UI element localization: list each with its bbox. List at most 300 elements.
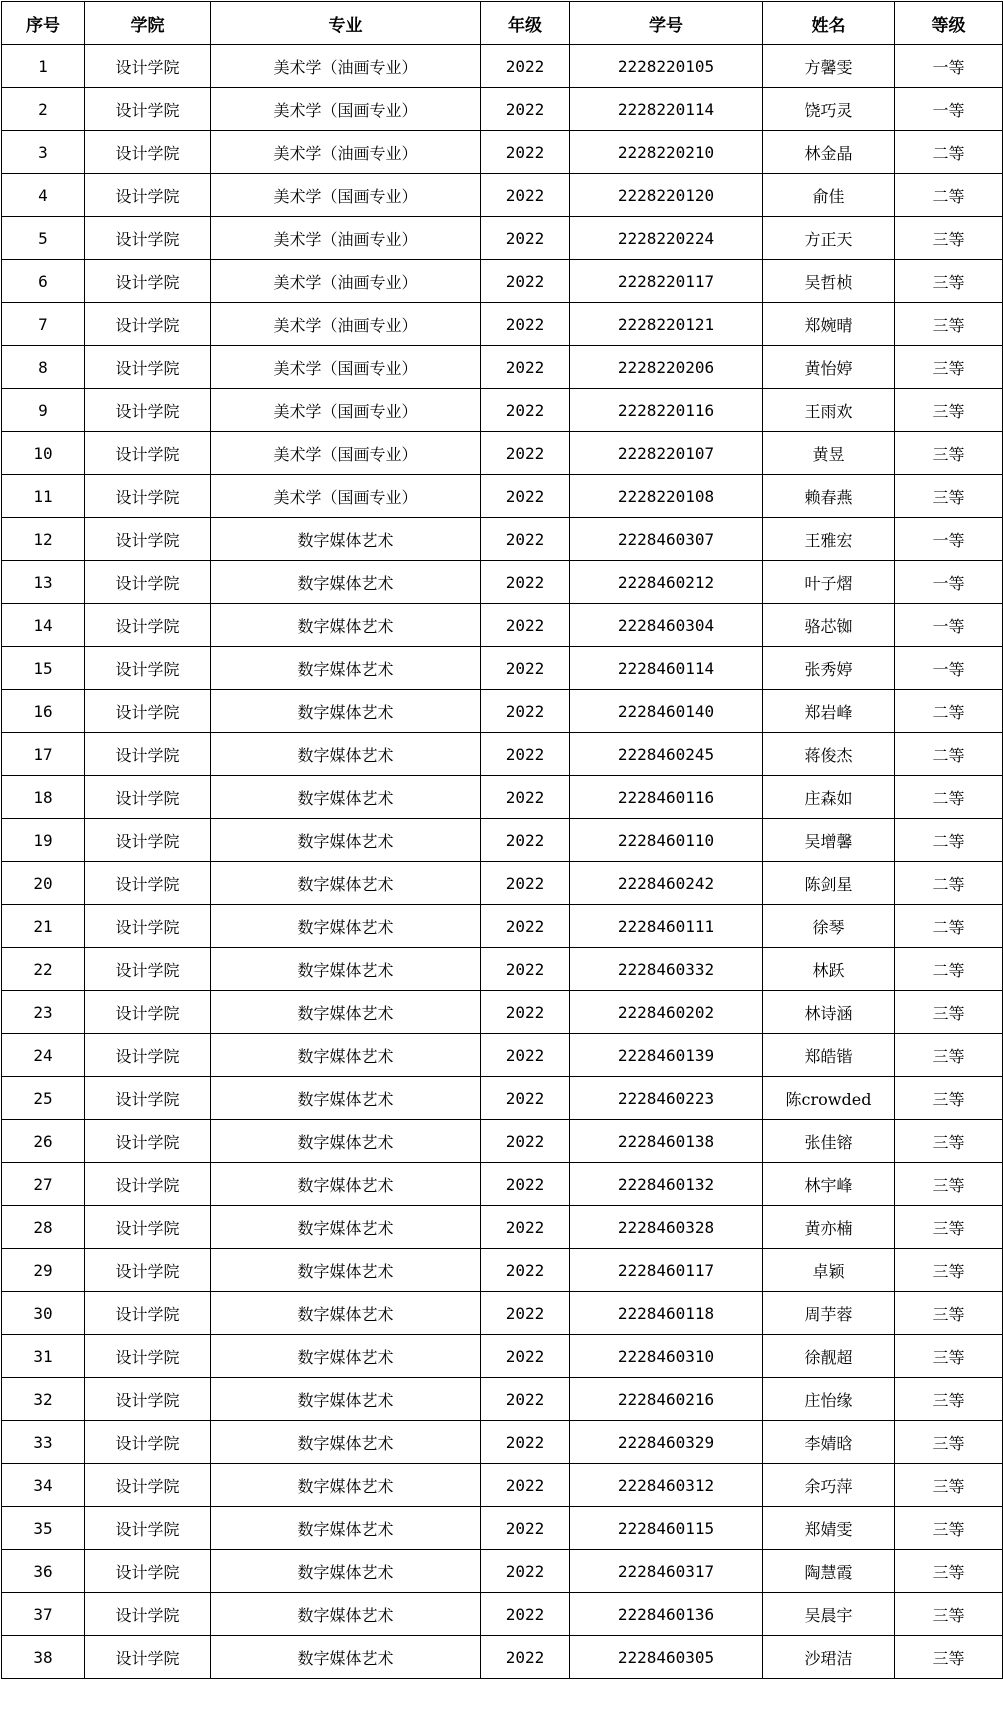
table-row <box>2 1292 1003 1335</box>
cell-grade-year: 2022 <box>481 1550 570 1593</box>
table-row <box>2 862 1003 905</box>
cell-name: 郑婉晴 <box>763 303 895 346</box>
cell-index: 22 <box>2 948 85 991</box>
table-row <box>2 1636 1003 1679</box>
cell-student-id: 2228460328 <box>570 1206 763 1249</box>
cell-major: 数字媒体艺术 <box>211 776 481 819</box>
cell-student-id: 2228460245 <box>570 733 763 776</box>
cell-grade-year: 2022 <box>481 1163 570 1206</box>
cell-name: 吴哲桢 <box>763 260 895 303</box>
cell-grade-year: 2022 <box>481 991 570 1034</box>
table-row <box>2 1249 1003 1292</box>
cell-name: 张秀婷 <box>763 647 895 690</box>
cell-student-id: 2228460136 <box>570 1593 763 1636</box>
cell-major: 数字媒体艺术 <box>211 1292 481 1335</box>
cell-grade-year: 2022 <box>481 131 570 174</box>
cell-college: 设计学院 <box>85 604 211 647</box>
cell-award-level: 一等 <box>895 647 1003 690</box>
cell-grade-year: 2022 <box>481 1120 570 1163</box>
cell-grade-year: 2022 <box>481 1593 570 1636</box>
cell-name: 徐靓超 <box>763 1335 895 1378</box>
cell-major: 数字媒体艺术 <box>211 1120 481 1163</box>
header-student-id: 学号 <box>570 2 763 45</box>
cell-major: 数字媒体艺术 <box>211 1421 481 1464</box>
cell-major: 数字媒体艺术 <box>211 1249 481 1292</box>
cell-name: 吴增馨 <box>763 819 895 862</box>
cell-name: 吴晨宇 <box>763 1593 895 1636</box>
cell-student-id: 2228460114 <box>570 647 763 690</box>
cell-award-level: 三等 <box>895 1249 1003 1292</box>
cell-major: 美术学（油画专业） <box>211 131 481 174</box>
cell-index: 17 <box>2 733 85 776</box>
cell-award-level: 三等 <box>895 217 1003 260</box>
header-index: 序号 <box>2 2 85 45</box>
cell-student-id: 2228460332 <box>570 948 763 991</box>
cell-grade-year: 2022 <box>481 1077 570 1120</box>
cell-index: 29 <box>2 1249 85 1292</box>
cell-college: 设计学院 <box>85 1550 211 1593</box>
cell-student-id: 2228460329 <box>570 1421 763 1464</box>
cell-name: 蒋俊杰 <box>763 733 895 776</box>
cell-college: 设计学院 <box>85 905 211 948</box>
cell-index: 13 <box>2 561 85 604</box>
cell-index: 24 <box>2 1034 85 1077</box>
cell-index: 20 <box>2 862 85 905</box>
cell-major: 美术学（国画专业） <box>211 88 481 131</box>
table-row <box>2 948 1003 991</box>
table-row <box>2 1335 1003 1378</box>
cell-award-level: 三等 <box>895 346 1003 389</box>
cell-grade-year: 2022 <box>481 174 570 217</box>
cell-college: 设计学院 <box>85 1249 211 1292</box>
cell-grade-year: 2022 <box>481 88 570 131</box>
cell-student-id: 2228220206 <box>570 346 763 389</box>
cell-student-id: 2228460140 <box>570 690 763 733</box>
cell-college: 设计学院 <box>85 819 211 862</box>
cell-grade-year: 2022 <box>481 604 570 647</box>
cell-major: 美术学（油画专业） <box>211 303 481 346</box>
cell-index: 25 <box>2 1077 85 1120</box>
cell-major: 数字媒体艺术 <box>211 991 481 1034</box>
cell-index: 2 <box>2 88 85 131</box>
cell-index: 27 <box>2 1163 85 1206</box>
header-grade-year: 年级 <box>481 2 570 45</box>
cell-award-level: 一等 <box>895 45 1003 88</box>
cell-student-id: 2228460310 <box>570 1335 763 1378</box>
table-row <box>2 518 1003 561</box>
cell-student-id: 2228220210 <box>570 131 763 174</box>
cell-student-id: 2228220107 <box>570 432 763 475</box>
cell-grade-year: 2022 <box>481 733 570 776</box>
cell-name: 陈剑星 <box>763 862 895 905</box>
table-row <box>2 647 1003 690</box>
cell-name: 林金晶 <box>763 131 895 174</box>
cell-name: 余巧萍 <box>763 1464 895 1507</box>
cell-name: 庄怡缘 <box>763 1378 895 1421</box>
cell-major: 数字媒体艺术 <box>211 948 481 991</box>
cell-index: 30 <box>2 1292 85 1335</box>
cell-name: 林诗涵 <box>763 991 895 1034</box>
cell-award-level: 三等 <box>895 1421 1003 1464</box>
cell-college: 设计学院 <box>85 1593 211 1636</box>
cell-college: 设计学院 <box>85 389 211 432</box>
cell-student-id: 2228220108 <box>570 475 763 518</box>
cell-award-level: 二等 <box>895 819 1003 862</box>
cell-name: 黄昱 <box>763 432 895 475</box>
cell-grade-year: 2022 <box>481 1292 570 1335</box>
cell-college: 设计学院 <box>85 1034 211 1077</box>
cell-name: 陈crowded <box>763 1077 895 1120</box>
cell-name: 叶子熠 <box>763 561 895 604</box>
table-row <box>2 1077 1003 1120</box>
cell-grade-year: 2022 <box>481 1206 570 1249</box>
cell-index: 31 <box>2 1335 85 1378</box>
cell-student-id: 2228460139 <box>570 1034 763 1077</box>
cell-college: 设计学院 <box>85 1120 211 1163</box>
cell-award-level: 三等 <box>895 1464 1003 1507</box>
cell-student-id: 2228460242 <box>570 862 763 905</box>
cell-award-level: 三等 <box>895 1335 1003 1378</box>
cell-index: 32 <box>2 1378 85 1421</box>
cell-student-id: 2228460117 <box>570 1249 763 1292</box>
cell-major: 数字媒体艺术 <box>211 1335 481 1378</box>
cell-student-id: 2228460118 <box>570 1292 763 1335</box>
cell-award-level: 三等 <box>895 303 1003 346</box>
cell-student-id: 2228460305 <box>570 1636 763 1679</box>
table-row <box>2 1163 1003 1206</box>
cell-index: 19 <box>2 819 85 862</box>
cell-major: 数字媒体艺术 <box>211 604 481 647</box>
cell-grade-year: 2022 <box>481 1034 570 1077</box>
cell-student-id: 2228460212 <box>570 561 763 604</box>
cell-index: 9 <box>2 389 85 432</box>
cell-award-level: 一等 <box>895 604 1003 647</box>
cell-award-level: 三等 <box>895 1034 1003 1077</box>
table-row <box>2 776 1003 819</box>
cell-student-id: 2228220105 <box>570 45 763 88</box>
cell-major: 美术学（国画专业） <box>211 346 481 389</box>
cell-major: 数字媒体艺术 <box>211 862 481 905</box>
cell-grade-year: 2022 <box>481 217 570 260</box>
cell-student-id: 2228460110 <box>570 819 763 862</box>
cell-student-id: 2228220121 <box>570 303 763 346</box>
award-list-table <box>1 1 1003 1679</box>
cell-college: 设计学院 <box>85 346 211 389</box>
cell-award-level: 三等 <box>895 432 1003 475</box>
cell-student-id: 2228460216 <box>570 1378 763 1421</box>
cell-student-id: 2228460317 <box>570 1550 763 1593</box>
cell-major: 数字媒体艺术 <box>211 1507 481 1550</box>
cell-index: 38 <box>2 1636 85 1679</box>
table-row <box>2 1550 1003 1593</box>
table-row <box>2 819 1003 862</box>
cell-name: 王雅宏 <box>763 518 895 561</box>
cell-major: 数字媒体艺术 <box>211 1206 481 1249</box>
cell-index: 15 <box>2 647 85 690</box>
cell-grade-year: 2022 <box>481 1507 570 1550</box>
cell-grade-year: 2022 <box>481 948 570 991</box>
cell-college: 设计学院 <box>85 88 211 131</box>
cell-award-level: 二等 <box>895 733 1003 776</box>
table-row <box>2 733 1003 776</box>
cell-student-id: 2228460115 <box>570 1507 763 1550</box>
cell-college: 设计学院 <box>85 303 211 346</box>
table-row <box>2 303 1003 346</box>
cell-college: 设计学院 <box>85 45 211 88</box>
cell-award-level: 三等 <box>895 1507 1003 1550</box>
cell-grade-year: 2022 <box>481 1636 570 1679</box>
cell-student-id: 2228460138 <box>570 1120 763 1163</box>
cell-college: 设计学院 <box>85 1163 211 1206</box>
cell-major: 数字媒体艺术 <box>211 819 481 862</box>
cell-index: 18 <box>2 776 85 819</box>
cell-name: 俞佳 <box>763 174 895 217</box>
cell-award-level: 二等 <box>895 776 1003 819</box>
cell-major: 美术学（油画专业） <box>211 260 481 303</box>
cell-grade-year: 2022 <box>481 303 570 346</box>
cell-index: 28 <box>2 1206 85 1249</box>
cell-student-id: 2228220114 <box>570 88 763 131</box>
table-row <box>2 260 1003 303</box>
cell-name: 林宇峰 <box>763 1163 895 1206</box>
cell-college: 设计学院 <box>85 518 211 561</box>
cell-index: 35 <box>2 1507 85 1550</box>
table-row <box>2 174 1003 217</box>
cell-major: 数字媒体艺术 <box>211 1163 481 1206</box>
cell-name: 王雨欢 <box>763 389 895 432</box>
cell-college: 设计学院 <box>85 1335 211 1378</box>
cell-student-id: 2228220224 <box>570 217 763 260</box>
table-row <box>2 690 1003 733</box>
cell-student-id: 2228460223 <box>570 1077 763 1120</box>
table-row <box>2 432 1003 475</box>
table-row <box>2 1034 1003 1077</box>
cell-college: 设计学院 <box>85 1206 211 1249</box>
cell-award-level: 三等 <box>895 1593 1003 1636</box>
cell-college: 设计学院 <box>85 1464 211 1507</box>
cell-grade-year: 2022 <box>481 905 570 948</box>
cell-major: 美术学（油画专业） <box>211 45 481 88</box>
table-row <box>2 389 1003 432</box>
table-row <box>2 561 1003 604</box>
cell-college: 设计学院 <box>85 647 211 690</box>
cell-award-level: 三等 <box>895 260 1003 303</box>
cell-student-id: 2228460307 <box>570 518 763 561</box>
cell-award-level: 二等 <box>895 948 1003 991</box>
table-row <box>2 1378 1003 1421</box>
cell-student-id: 2228460116 <box>570 776 763 819</box>
cell-name: 方正天 <box>763 217 895 260</box>
table-row <box>2 131 1003 174</box>
cell-award-level: 三等 <box>895 1077 1003 1120</box>
cell-index: 3 <box>2 131 85 174</box>
cell-major: 数字媒体艺术 <box>211 647 481 690</box>
table-row <box>2 604 1003 647</box>
cell-grade-year: 2022 <box>481 647 570 690</box>
table-row <box>2 217 1003 260</box>
cell-grade-year: 2022 <box>481 1421 570 1464</box>
cell-college: 设计学院 <box>85 432 211 475</box>
cell-college: 设计学院 <box>85 733 211 776</box>
header-award-level: 等级 <box>895 2 1003 45</box>
cell-college: 设计学院 <box>85 1507 211 1550</box>
cell-major: 数字媒体艺术 <box>211 1550 481 1593</box>
cell-college: 设计学院 <box>85 776 211 819</box>
header-major: 专业 <box>211 2 481 45</box>
cell-grade-year: 2022 <box>481 475 570 518</box>
cell-index: 34 <box>2 1464 85 1507</box>
cell-award-level: 三等 <box>895 1163 1003 1206</box>
cell-index: 23 <box>2 991 85 1034</box>
cell-student-id: 2228460132 <box>570 1163 763 1206</box>
cell-name: 黄怡婷 <box>763 346 895 389</box>
cell-name: 黄亦楠 <box>763 1206 895 1249</box>
cell-college: 设计学院 <box>85 174 211 217</box>
header-college: 学院 <box>85 2 211 45</box>
cell-name: 庄森如 <box>763 776 895 819</box>
cell-college: 设计学院 <box>85 690 211 733</box>
cell-award-level: 二等 <box>895 174 1003 217</box>
cell-student-id: 2228460111 <box>570 905 763 948</box>
cell-major: 美术学（国画专业） <box>211 389 481 432</box>
cell-college: 设计学院 <box>85 948 211 991</box>
cell-name: 周芋蓉 <box>763 1292 895 1335</box>
cell-award-level: 二等 <box>895 905 1003 948</box>
cell-name: 方馨雯 <box>763 45 895 88</box>
cell-college: 设计学院 <box>85 862 211 905</box>
cell-college: 设计学院 <box>85 1292 211 1335</box>
cell-college: 设计学院 <box>85 561 211 604</box>
cell-college: 设计学院 <box>85 1077 211 1120</box>
cell-grade-year: 2022 <box>481 862 570 905</box>
cell-award-level: 三等 <box>895 991 1003 1034</box>
table-row <box>2 991 1003 1034</box>
cell-name: 张佳镕 <box>763 1120 895 1163</box>
header-name: 姓名 <box>763 2 895 45</box>
cell-index: 10 <box>2 432 85 475</box>
cell-award-level: 一等 <box>895 518 1003 561</box>
cell-grade-year: 2022 <box>481 389 570 432</box>
cell-college: 设计学院 <box>85 131 211 174</box>
cell-index: 33 <box>2 1421 85 1464</box>
table-header-row <box>2 2 1003 45</box>
table-body <box>2 45 1003 1679</box>
cell-index: 26 <box>2 1120 85 1163</box>
cell-name: 饶巧灵 <box>763 88 895 131</box>
cell-index: 37 <box>2 1593 85 1636</box>
cell-grade-year: 2022 <box>481 432 570 475</box>
cell-name: 郑婧雯 <box>763 1507 895 1550</box>
cell-major: 数字媒体艺术 <box>211 905 481 948</box>
cell-major: 数字媒体艺术 <box>211 690 481 733</box>
cell-grade-year: 2022 <box>481 1378 570 1421</box>
cell-college: 设计学院 <box>85 991 211 1034</box>
cell-major: 数字媒体艺术 <box>211 1464 481 1507</box>
cell-student-id: 2228220120 <box>570 174 763 217</box>
cell-grade-year: 2022 <box>481 561 570 604</box>
cell-college: 设计学院 <box>85 475 211 518</box>
cell-name: 赖春燕 <box>763 475 895 518</box>
cell-name: 郑岩峰 <box>763 690 895 733</box>
cell-grade-year: 2022 <box>481 776 570 819</box>
table-row <box>2 1464 1003 1507</box>
cell-index: 1 <box>2 45 85 88</box>
cell-name: 骆芯铷 <box>763 604 895 647</box>
cell-award-level: 三等 <box>895 1292 1003 1335</box>
cell-major: 美术学（国画专业） <box>211 174 481 217</box>
cell-award-level: 三等 <box>895 475 1003 518</box>
table-row <box>2 45 1003 88</box>
cell-index: 8 <box>2 346 85 389</box>
cell-major: 数字媒体艺术 <box>211 518 481 561</box>
cell-index: 21 <box>2 905 85 948</box>
cell-award-level: 三等 <box>895 1206 1003 1249</box>
cell-college: 设计学院 <box>85 217 211 260</box>
cell-index: 36 <box>2 1550 85 1593</box>
cell-name: 林跃 <box>763 948 895 991</box>
cell-major: 美术学（国画专业） <box>211 432 481 475</box>
cell-grade-year: 2022 <box>481 45 570 88</box>
cell-student-id: 2228220116 <box>570 389 763 432</box>
cell-name: 陶慧霞 <box>763 1550 895 1593</box>
cell-award-level: 二等 <box>895 690 1003 733</box>
cell-major: 数字媒体艺术 <box>211 1636 481 1679</box>
cell-index: 16 <box>2 690 85 733</box>
cell-name: 徐琴 <box>763 905 895 948</box>
cell-award-level: 三等 <box>895 1636 1003 1679</box>
cell-name: 沙珺洁 <box>763 1636 895 1679</box>
table-row <box>2 1421 1003 1464</box>
cell-major: 美术学（油画专业） <box>211 217 481 260</box>
cell-college: 设计学院 <box>85 1421 211 1464</box>
cell-grade-year: 2022 <box>481 1464 570 1507</box>
cell-index: 4 <box>2 174 85 217</box>
table-row <box>2 1120 1003 1163</box>
cell-grade-year: 2022 <box>481 260 570 303</box>
cell-grade-year: 2022 <box>481 690 570 733</box>
cell-major: 数字媒体艺术 <box>211 1077 481 1120</box>
cell-award-level: 三等 <box>895 1378 1003 1421</box>
cell-student-id: 2228220117 <box>570 260 763 303</box>
table-row <box>2 346 1003 389</box>
cell-award-level: 三等 <box>895 389 1003 432</box>
cell-award-level: 二等 <box>895 862 1003 905</box>
cell-grade-year: 2022 <box>481 346 570 389</box>
table-row <box>2 1507 1003 1550</box>
cell-college: 设计学院 <box>85 260 211 303</box>
cell-award-level: 三等 <box>895 1120 1003 1163</box>
cell-grade-year: 2022 <box>481 819 570 862</box>
cell-index: 6 <box>2 260 85 303</box>
cell-award-level: 一等 <box>895 561 1003 604</box>
cell-major: 美术学（国画专业） <box>211 475 481 518</box>
cell-grade-year: 2022 <box>481 518 570 561</box>
table-row <box>2 475 1003 518</box>
table-row <box>2 1593 1003 1636</box>
cell-major: 数字媒体艺术 <box>211 561 481 604</box>
cell-major: 数字媒体艺术 <box>211 1378 481 1421</box>
cell-name: 郑皓锴 <box>763 1034 895 1077</box>
cell-name: 卓颖 <box>763 1249 895 1292</box>
cell-major: 数字媒体艺术 <box>211 733 481 776</box>
cell-college: 设计学院 <box>85 1636 211 1679</box>
cell-award-level: 一等 <box>895 88 1003 131</box>
cell-student-id: 2228460202 <box>570 991 763 1034</box>
cell-student-id: 2228460312 <box>570 1464 763 1507</box>
cell-name: 李婧晗 <box>763 1421 895 1464</box>
cell-index: 5 <box>2 217 85 260</box>
cell-index: 11 <box>2 475 85 518</box>
